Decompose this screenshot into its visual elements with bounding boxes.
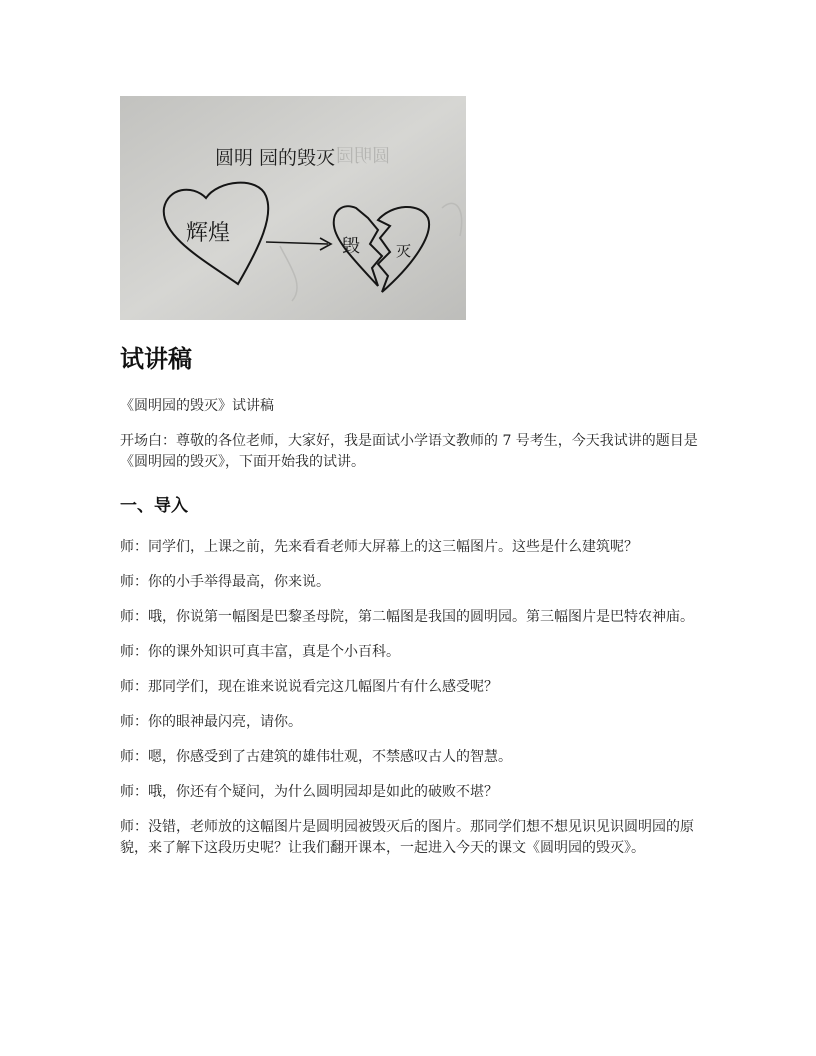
doc-subtitle: 《圆明园的毁灭》试讲稿	[120, 398, 274, 414]
handwritten-heart-photo	[120, 96, 466, 320]
svg-text:圆明园: 圆明园	[336, 146, 390, 167]
photo-title-text: 圆明 园的毁灭	[215, 147, 336, 169]
left-heart-word: 辉煌	[186, 221, 231, 246]
heart-drawing	[120, 96, 466, 320]
dialogue-paragraph: 师：你的眼神最闪亮，请你。	[120, 714, 302, 730]
dialogue-paragraph: 师：那同学们，现在谁来说说看完这几幅图片有什么感受呢？	[120, 679, 498, 695]
page-heading: 试讲稿	[120, 345, 192, 373]
broken-heart-word-1: 毁	[342, 236, 360, 257]
dialogue-paragraph: 师：你的课外知识可真丰富，真是个小百科。	[120, 644, 400, 660]
dialogue-paragraph: 师：你的小手举得最高，你来说。	[120, 574, 330, 590]
broken-heart-word-2: 灭	[396, 242, 412, 260]
dialogue-paragraph: 师：没错，老师放的这幅图片是圆明园被毁灭后的图片。那同学们想不想见识见识圆明园的原貌，来了解下这段历史呢？让我们翻开课本，一起进入今天的课文《圆明园的毁灭》。	[120, 819, 694, 856]
section-title-introduction: 一、导入	[120, 496, 188, 516]
dialogue-paragraph: 师：同学们，上课之前，先来看看老师大屏幕上的这三幅图片。这些是什么建筑呢？	[120, 539, 638, 555]
opening-paragraph: 开场白：尊敬的各位老师，大家好，我是面试小学语文教师的 7 号考生，今天我试讲的题目是《圆明园的毁灭》，下面开始我的试讲。	[120, 433, 698, 470]
dialogue-paragraph: 师：哦，你还有个疑问，为什么圆明园却是如此的破败不堪？	[120, 784, 498, 800]
dialogue-paragraph: 师：哦，你说第一幅图是巴黎圣母院，第二幅图是我国的圆明园。第三幅图片是巴特农神庙。	[120, 609, 694, 625]
dialogue-paragraph: 师：嗯，你感受到了古建筑的雄伟壮观，不禁感叹古人的智慧。	[120, 749, 512, 765]
document-page	[120, 96, 700, 873]
